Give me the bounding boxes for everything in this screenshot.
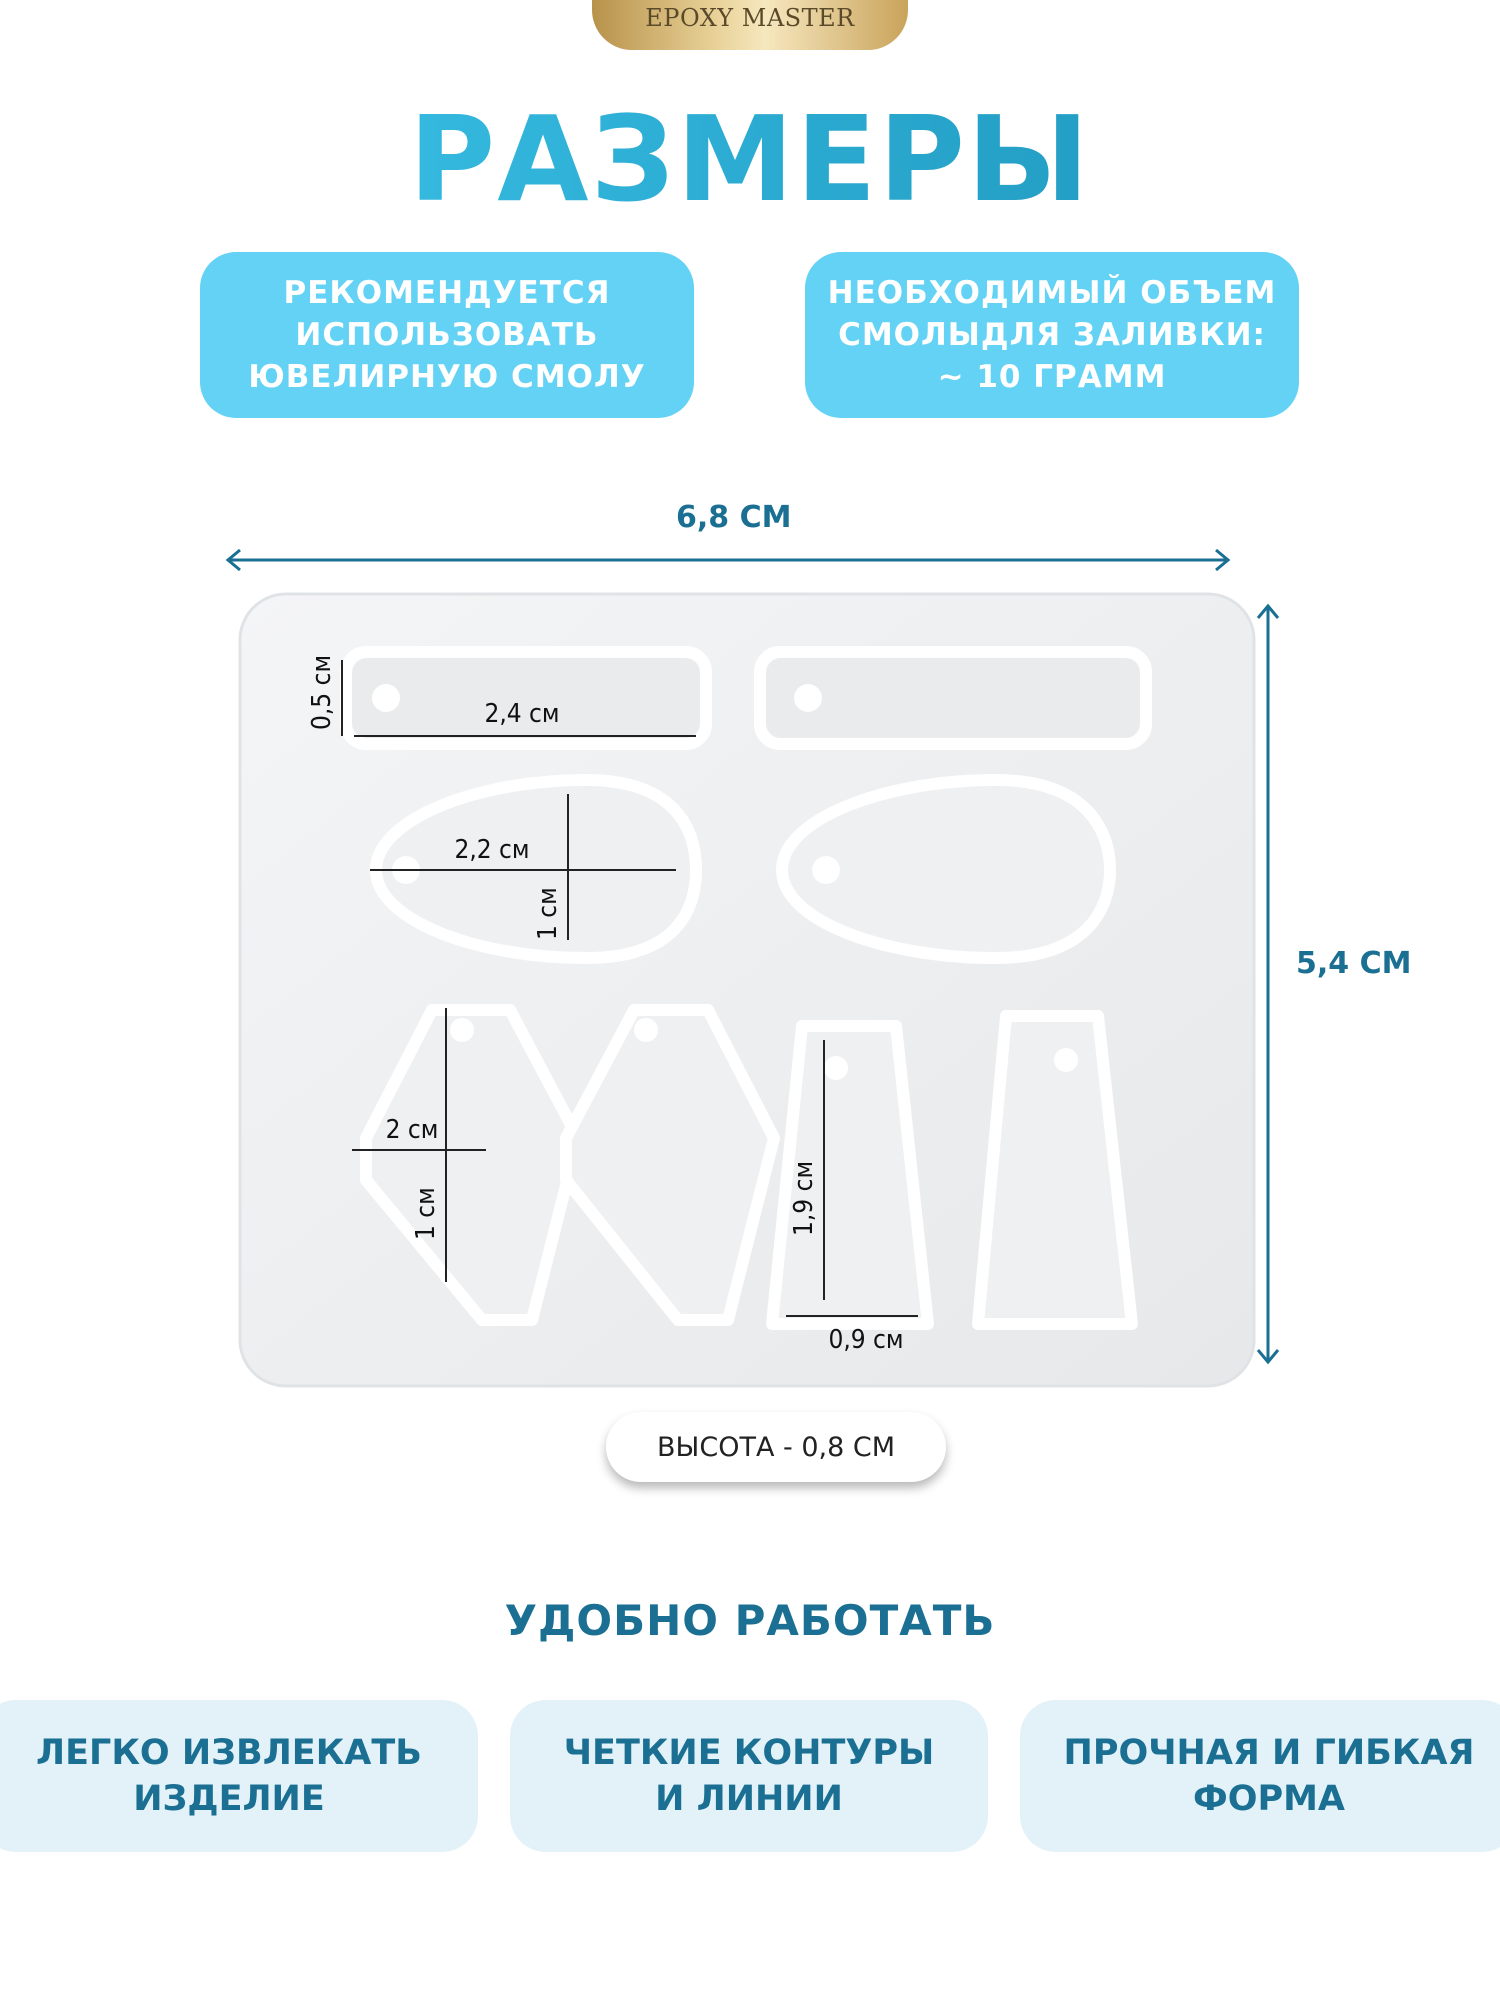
mold-cavity-bar-2 [760, 652, 1146, 744]
feature-card-clear-contours-text: ЧЕТКИЕ КОНТУРЫ И ЛИНИИ [563, 1733, 935, 1819]
mold-cavity-trapezoid-2 [978, 1016, 1132, 1324]
mold-cavity-bar-1 [346, 652, 706, 744]
mold-cavity-drop-2 [782, 780, 1110, 958]
info-pill-resin-type-text: РЕКОМЕНДУЕТСЯ ИСПОЛЬЗОВАТЬ ЮВЕЛИРНУЮ СМОЛУ [248, 275, 646, 395]
label-bar-length: 2,4 см [484, 699, 560, 729]
depth-badge-text: ВЫСОТА - 0,8 СМ [657, 1431, 895, 1463]
info-pill-resin-volume-text: НЕОБХОДИМЫЙ ОБЪЕМ СМОЛЫДЛЯ ЗАЛИВКИ: ~ 10 ГРАММ [827, 275, 1277, 395]
label-hex-length: 2 см [385, 1115, 439, 1145]
depth-badge [606, 1412, 946, 1482]
silicone-mold-image [226, 540, 1286, 1480]
label-drop-width: 1 см [533, 887, 563, 940]
feature-card-durable-flexible-text: ПРОЧНАЯ И ГИБКАЯ ФОРМА [1063, 1733, 1475, 1819]
label-hex-width: 1 см [411, 1187, 441, 1240]
feature-card-durable-flexible [1020, 1700, 1500, 1852]
section-heading: УДОБНО РАБОТАТЬ [504, 1596, 996, 1645]
label-bar-height: 0,5 см [307, 654, 337, 730]
label-trap-width: 0,9 см [828, 1325, 904, 1355]
label-trap-height: 1,9 см [789, 1160, 819, 1236]
mold-drawing [226, 540, 1286, 1480]
feature-card-clear-contours [510, 1700, 988, 1852]
label-drop-length: 2,2 см [454, 835, 530, 865]
feature-card-easy-release-text: ЛЕГКО ИЗВЛЕКАТЬ ИЗДЕЛИЕ [36, 1733, 422, 1819]
feature-card-easy-release [0, 1700, 478, 1852]
brand-name: EPOXY MASTER [645, 4, 855, 32]
width-dimension-label: 6,8 СМ [676, 500, 792, 535]
height-dimension-label: 5,4 СМ [1296, 946, 1412, 981]
page-title: РАЗМЕРЫ [0, 90, 1500, 228]
